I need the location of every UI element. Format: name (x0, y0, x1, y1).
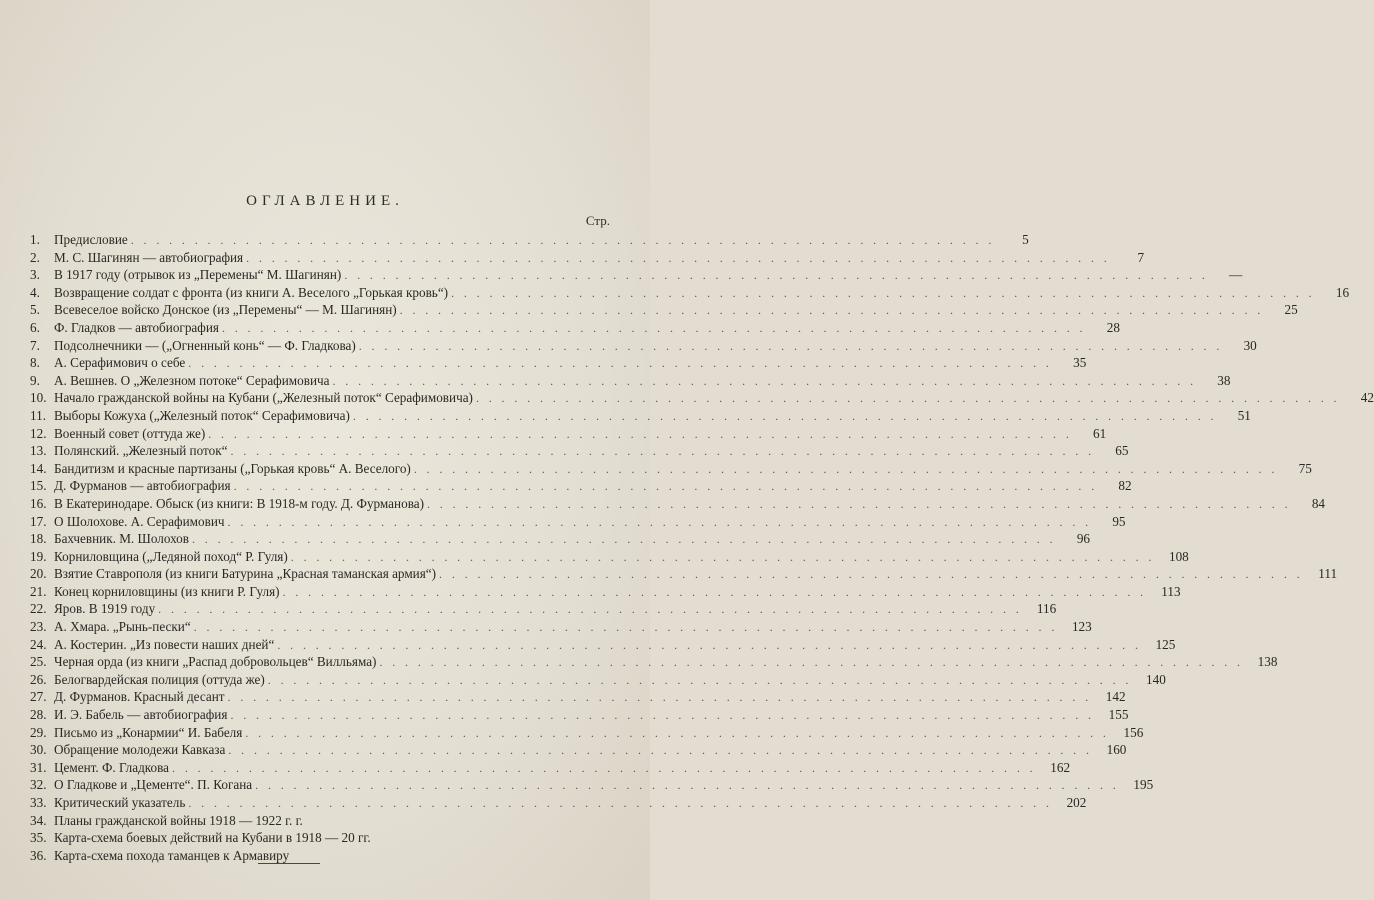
dot-leader: . . . . . . . . . . . . . . . . . . . . . . . . . . . . . . . . . . . . . . . . . . . . . . . . . . . . . . . . . . . . . . . . . . . . (172, 760, 1037, 775)
entry-page-number: 42 (1360, 390, 1374, 406)
entry-title: Письмо из „Конармии“ И. Бабеля (54, 724, 243, 740)
toc-entry (30, 565, 1338, 583)
entry-number: 4. (30, 284, 40, 300)
page-title: ОГЛАВЛЕНИЕ. (246, 193, 404, 209)
entry-title: Яров. В 1919 году (54, 601, 156, 617)
entry-page-number: 84 (1311, 495, 1325, 511)
table-of-contents (30, 231, 1374, 864)
entry-number: 23. (30, 619, 47, 635)
dot-leader: . . . . . . . . . . . . . . . . . . . . . . . . . . . . . . . . . . . . . . . . . . . . . . . . . . . . . . . . . . . . . . . . . . . . (208, 426, 1073, 441)
entry-page-number: 195 (1133, 777, 1154, 793)
entry-number: 32. (30, 777, 47, 793)
dot-leader: . . . . . . . . . . . . . . . . . . . . . . . . . . . . . . . . . . . . . . . . . . . . . . . . . . . . . . . . . . . . . . . . . . . . (475, 391, 1340, 406)
entry-page-number: 108 (1168, 548, 1189, 564)
entry-title: Обращение молодежи Кавказа (54, 742, 226, 758)
entry-title: Цемент. Ф. Гладкова (54, 759, 170, 775)
toc-entry (30, 231, 1029, 249)
entry-title: Ф. Гладков — автобиография (54, 319, 219, 335)
entry-page-number: 65 (1115, 443, 1129, 459)
dot-leader: . . . . . . . . . . . . . . . . . . . . . . . . . . . . . . . . . . . . . . . . . . . . . . . . . . . . . . . . . . . . . . . . . . . . (290, 549, 1155, 564)
entry-number: 34. (30, 812, 47, 828)
entry-title: Белогвардейская полиция (оттуда же) (54, 671, 265, 687)
entry-title: Карта-схема боевых действий на Кубани в 1918 — 20 гг. (54, 830, 371, 846)
entry-number: 12. (30, 425, 47, 441)
entry-title: А. Вешнев. О „Железном потоке“ Серафимовича (54, 372, 330, 388)
entry-page-number: 25 (1284, 302, 1298, 318)
entry-number: 17. (30, 513, 47, 529)
entry-number: 35. (30, 830, 47, 846)
dot-leader: . . . . . . . . . . . . . . . . . . . . . . . . . . . . . . . . . . . . . . . . . . . . . . . . . . . . . . . . . . . . . . . . . . . . (399, 303, 1264, 318)
entry-page-number: 116 (1036, 601, 1057, 617)
dot-leader: . . . . . . . . . . . . . . . . . . . . . . . . . . . . . . . . . . . . . . . . . . . . . . . . . . . . . . . . . . . . . . . . . . . . (451, 285, 1316, 300)
entry-number: 22. (30, 601, 47, 617)
entry-page-number: 142 (1105, 689, 1126, 705)
entry-title: Черная орда (из книги „Распад добровольцев“ Вилльяма) (54, 654, 377, 670)
dot-leader: . . . . . . . . . . . . . . . . . . . . . . . . . . . . . . . . . . . . . . . . . . . . . . . . . . . . . . . . . . . . . . . . . . . . (344, 268, 1209, 283)
dot-leader: . . . . . . . . . . . . . . . . . . . . . . . . . . . . . . . . . . . . . . . . . . . . . . . . . . . . . . . . . . . . . . . . . . . . (379, 655, 1244, 670)
entry-title: О Гладкове и „Цементе“. П. Когана (54, 777, 253, 793)
entry-number: 29. (30, 724, 47, 740)
dot-leader: . . . . . . . . . . . . . . . . . . . . . . . . . . . . . . . . . . . . . . . . . . . . . . . . . . . . . . . . . . . . . . . . . . . . (158, 602, 1023, 617)
toc-entry (30, 301, 1298, 319)
dot-leader: . . . . . . . . . . . . . . . . . . . . . . . . . . . . . . . . . . . . . . . . . . . . . . . . . . . . . . . . . . . . . . . . . . . . (413, 461, 1278, 476)
entry-title: Бандитизм и красные партизаны („Горькая кровь“ А. Веселого) (54, 460, 411, 476)
toc-entry (30, 724, 1144, 742)
entry-title: Выборы Кожуха („Железный поток“ Серафимовича) (54, 407, 350, 423)
toc-entry (30, 354, 1087, 372)
entry-page-number: 7 (1137, 249, 1145, 265)
entry-title: Карта-схема похода таманцев к Армавиру (54, 847, 290, 863)
entry-title: Всевеселое войско Донское (из „Перемены“ — М. Шагинян) (54, 302, 397, 318)
entry-page-number: 51 (1237, 407, 1251, 423)
entry-page-number: 35 (1073, 355, 1087, 371)
entry-title: Критический указатель (54, 795, 186, 810)
toc-entry (30, 776, 1154, 794)
entry-title: Начало гражданской войны на Кубани („Железный поток“ Серафимовича) (54, 390, 473, 406)
entry-title: Военный совет (оттуда же) (54, 425, 206, 441)
toc-entry (30, 495, 1325, 513)
entry-title: Д. Фурманов. Красный десант (54, 689, 225, 705)
dot-leader: . . . . . . . . . . . . . . . . . . . . . . . . . . . . . . . . . . . . . . . . . . . . . . . . . . . . . . . . . . . . . . . . . . . . (246, 250, 1111, 265)
entry-title: Взятие Ставрополя (из книги Батурина „Красная таманская армия“) (54, 566, 437, 582)
entry-page-number: 162 (1050, 759, 1071, 775)
toc-entry (30, 847, 575, 865)
entry-number: 14. (30, 460, 47, 476)
toc-entry (30, 477, 1132, 495)
entry-page-number: 156 (1123, 724, 1144, 740)
entry-title: А. Хмара. „Рынь-пески“ (54, 619, 191, 635)
entry-page-number: 75 (1298, 460, 1312, 476)
dot-leader: . . . . . . . . . . . . . . . . . . . . . . . . . . . . . . . . . . . . . . . . . . . . . . . . . . . . . . . . . . . . . . . . . . . . (193, 620, 1058, 635)
entry-page-number: — (1229, 267, 1243, 283)
entry-page-number: 96 (1076, 531, 1090, 547)
entry-page-number: 28 (1106, 319, 1120, 335)
dot-leader: . . . . . . . . . . . . . . . . . . . . . . . . . . . . . . . . . . . . . . . . . . . . . . . . . . . . . . . . . . . . . . . . . . . . (245, 725, 1110, 740)
toc-entry (30, 583, 1181, 601)
entry-title: Корниловщина („Ледяной поход“ Р. Гуля) (54, 548, 288, 564)
dot-leader: . . . . . . . . . . . . . . . . . . . . . . . . . . . . . . . . . . . . . . . . . . . . . . . . . . . . . . . . . . . . . . . . . . . . (221, 320, 1086, 335)
toc-entry (30, 671, 1166, 689)
toc-entry (30, 618, 1092, 636)
entry-page-number: 95 (1112, 513, 1126, 529)
entry-number: 3. (30, 267, 40, 283)
entry-title: Д. Фурманов — автобиография (54, 478, 231, 494)
entry-page-number: 30 (1243, 337, 1257, 353)
toc-entry (30, 266, 1243, 284)
entry-page-number: 140 (1146, 671, 1166, 687)
toc-entry (30, 653, 1278, 671)
entry-title: Полянский. „Железный поток“ (54, 443, 228, 459)
toc-entry (30, 688, 1126, 706)
entry-page-number: 202 (1066, 795, 1087, 810)
entry-number: 24. (30, 636, 47, 652)
entry-number: 30. (30, 742, 47, 758)
entry-title: В 1917 году (отрывок из „Перемены“ М. Шагинян) (54, 267, 342, 283)
entry-title: М. С. Шагинян — автобиография (54, 249, 244, 265)
entry-number: 20. (30, 566, 47, 582)
entry-page-number: 111 (1318, 566, 1338, 582)
toc-entry (30, 389, 1374, 407)
entry-title: А. Серафимович о себе (54, 355, 186, 371)
toc-entry (30, 759, 1071, 777)
entry-number: 10. (30, 390, 47, 406)
dot-leader: . . . . . . . . . . . . . . . . . . . . . . . . . . . . . . . . . . . . . . . . . . . . . . . . . . . . . . . . . . . . . . . . . . . . (230, 708, 1095, 723)
toc-entry (30, 530, 1090, 548)
entry-page-number: 155 (1108, 707, 1129, 723)
entry-page-number: 5 (1022, 232, 1029, 247)
entry-page-number: 125 (1155, 636, 1176, 652)
entry-title: О Шолохове. А. Серафимович (54, 513, 225, 529)
toc-entry (30, 600, 1057, 618)
toc-entry (30, 812, 575, 830)
toc-entry (30, 829, 575, 847)
dot-leader: . . . . . . . . . . . . . . . . . . . . . . . . . . . . . . . . . . . . . . . . . . . . . . . . . . . . . . . . . . . . . . . . . . . . (130, 233, 995, 247)
dot-leader: . . . . . . . . . . . . . . . . . . . . . . . . . . . . . . . . . . . . . . . . . . . . . . . . . . . . . . . . . . . . . . . . . . . . (227, 514, 1092, 529)
entry-number: 9. (30, 372, 40, 388)
entry-number: 36. (30, 847, 47, 863)
toc-entry (30, 425, 1107, 443)
entry-number: 31. (30, 759, 47, 775)
dot-leader: . . . . . . . . . . . . . . . . . . . . . . . . . . . . . . . . . . . . . . . . . . . . . . . . . . . . . . . . . . . . . . . . . . . . (332, 373, 1197, 388)
toc-entry (30, 794, 1087, 812)
toc-entry (30, 249, 1145, 267)
page-column-header: Стр. (585, 213, 610, 228)
entry-page-number: 38 (1217, 372, 1231, 388)
toc-entry (30, 407, 1251, 425)
entry-number: 28. (30, 707, 47, 723)
entry-number: 1. (30, 232, 40, 247)
entry-number: 7. (30, 337, 40, 353)
dot-leader: . . . . . . . . . . . . . . . . . . . . . . . . . . . . . . . . . . . . . . . . . . . . . . . . . . . . . . . . . . . . . . . . . . . . (228, 743, 1093, 758)
dot-leader: . . . . . . . . . . . . . . . . . . . . . . . . . . . . . . . . . . . . . . . . . . . . . . . . . . . . . . . . . . . . . . . . . . . . (255, 778, 1120, 793)
entry-page-number: 16 (1335, 284, 1350, 300)
toc-entry (30, 442, 1129, 460)
toc-entry (30, 460, 1312, 478)
dot-leader: . . . . . . . . . . . . . . . . . . . . . . . . . . . . . . . . . . . . . . . . . . . . . . . . . . . . . . . . . . . . . . . . . . . . (352, 408, 1217, 423)
entry-number: 25. (30, 654, 47, 670)
entry-number: 5. (30, 302, 40, 318)
entry-title: Конец корниловщины (из книги Р. Гуля) (54, 583, 280, 599)
toc-entry (30, 337, 1257, 355)
dot-leader: . . . . . . . . . . . . . . . . . . . . . . . . . . . . . . . . . . . . . . . . . . . . . . . . . . . . . . . . . . . . . . . . . . . . (188, 796, 1053, 810)
toc-entry (30, 319, 1120, 337)
entry-number: 26. (30, 671, 47, 687)
dot-leader: . . . . . . . . . . . . . . . . . . . . . . . . . . . . . . . . . . . . . . . . . . . . . . . . . . . . . . . . . . . . . . . . . . . . (192, 532, 1056, 547)
toc-entry (30, 513, 1126, 531)
dot-leader: . . . . . . . . . . . . . . . . . . . . . . . . . . . . . . . . . . . . . . . . . . . . . . . . . . . . . . . . . . . . . . . . . . . . (282, 584, 1147, 599)
entry-title: А. Костерин. „Из повести наших дней“ (54, 636, 275, 652)
dot-leader: . . . . . . . . . . . . . . . . . . . . . . . . . . . . . . . . . . . . . . . . . . . . . . . . . . . . . . . . . . . . . . . . . . . . (358, 338, 1223, 353)
entry-number: 16. (30, 495, 47, 511)
entry-page-number: 123 (1071, 619, 1092, 635)
entry-page-number: 82 (1118, 478, 1132, 494)
entry-number: 6. (30, 319, 40, 335)
entry-page-number: 61 (1093, 425, 1107, 441)
dot-leader: . . . . . . . . . . . . . . . . . . . . . . . . . . . . . . . . . . . . . . . . . . . . . . . . . . . . . . . . . . . . . . . . . . . . (277, 637, 1142, 652)
entry-number: 8. (30, 355, 40, 371)
entry-title: И. Э. Бабель — автобиография (54, 707, 228, 723)
entry-page-number: 160 (1106, 742, 1127, 758)
entry-title: Предисловие (54, 232, 128, 247)
entry-number: 21. (30, 583, 47, 599)
entry-number: 2. (30, 249, 40, 265)
toc-entry (30, 548, 1189, 566)
entry-title: Бахчевник. М. Шолохов (54, 531, 189, 547)
entry-number: 33. (30, 795, 47, 810)
toc-entry (30, 706, 1129, 724)
toc-entry (30, 741, 1127, 759)
toc-entry (30, 284, 1350, 302)
dot-leader: . . . . . . . . . . . . . . . . . . . . . . . . . . . . . . . . . . . . . . . . . . . . . . . . . . . . . . . . . . . . . . . . . . . . (267, 672, 1132, 687)
dot-leader: . . . . . . . . . . . . . . . . . . . . . . . . . . . . . . . . . . . . . . . . . . . . . . . . . . . . . . . . . . . . . . . . . . . . (227, 690, 1092, 705)
entry-page-number: 113 (1161, 583, 1181, 599)
toc-entry (30, 636, 1176, 654)
entry-page-number: 138 (1257, 654, 1278, 670)
toc-entry (30, 372, 1231, 390)
dot-leader: . . . . . . . . . . . . . . . . . . . . . . . . . . . . . . . . . . . . . . . . . . . . . . . . . . . . . . . . . . . . . . . . . . . . (230, 444, 1095, 459)
entry-title: Возвращение солдат с фронта (из книги А. Веселого „Горькая кровь“) (54, 284, 449, 300)
entry-number: 15. (30, 478, 47, 494)
entry-number: 19. (30, 548, 47, 564)
dot-leader: . . . . . . . . . . . . . . . . . . . . . . . . . . . . . . . . . . . . . . . . . . . . . . . . . . . . . . . . . . . . . . . . . . . . (188, 356, 1053, 371)
entry-title: Планы гражданской войны 1918 — 1922 г. г. (54, 812, 303, 828)
entry-title: В Екатеринодаре. Обыск (из книги: В 1918-м году. Д. Фурманова) (54, 495, 424, 511)
dot-leader: . . . . . . . . . . . . . . . . . . . . . . . . . . . . . . . . . . . . . . . . . . . . . . . . . . . . . . . . . . . . . . . . . . . . (233, 479, 1098, 494)
entry-title: Подсолнечники — („Огненный конь“ — Ф. Гладкова) (54, 337, 356, 353)
dot-leader: . . . . . . . . . . . . . . . . . . . . . . . . . . . . . . . . . . . . . . . . . . . . . . . . . . . . . . . . . . . . . . . . . . . . (427, 496, 1291, 511)
entry-number: 27. (30, 689, 47, 705)
entry-number: 13. (30, 443, 47, 459)
bottom-rule (258, 863, 320, 864)
dot-leader: . . . . . . . . . . . . . . . . . . . . . . . . . . . . . . . . . . . . . . . . . . . . . . . . . . . . . . . . . . . . . . . . . . . . (439, 567, 1304, 582)
entry-number: 18. (30, 531, 47, 547)
entry-number: 11. (30, 407, 46, 423)
